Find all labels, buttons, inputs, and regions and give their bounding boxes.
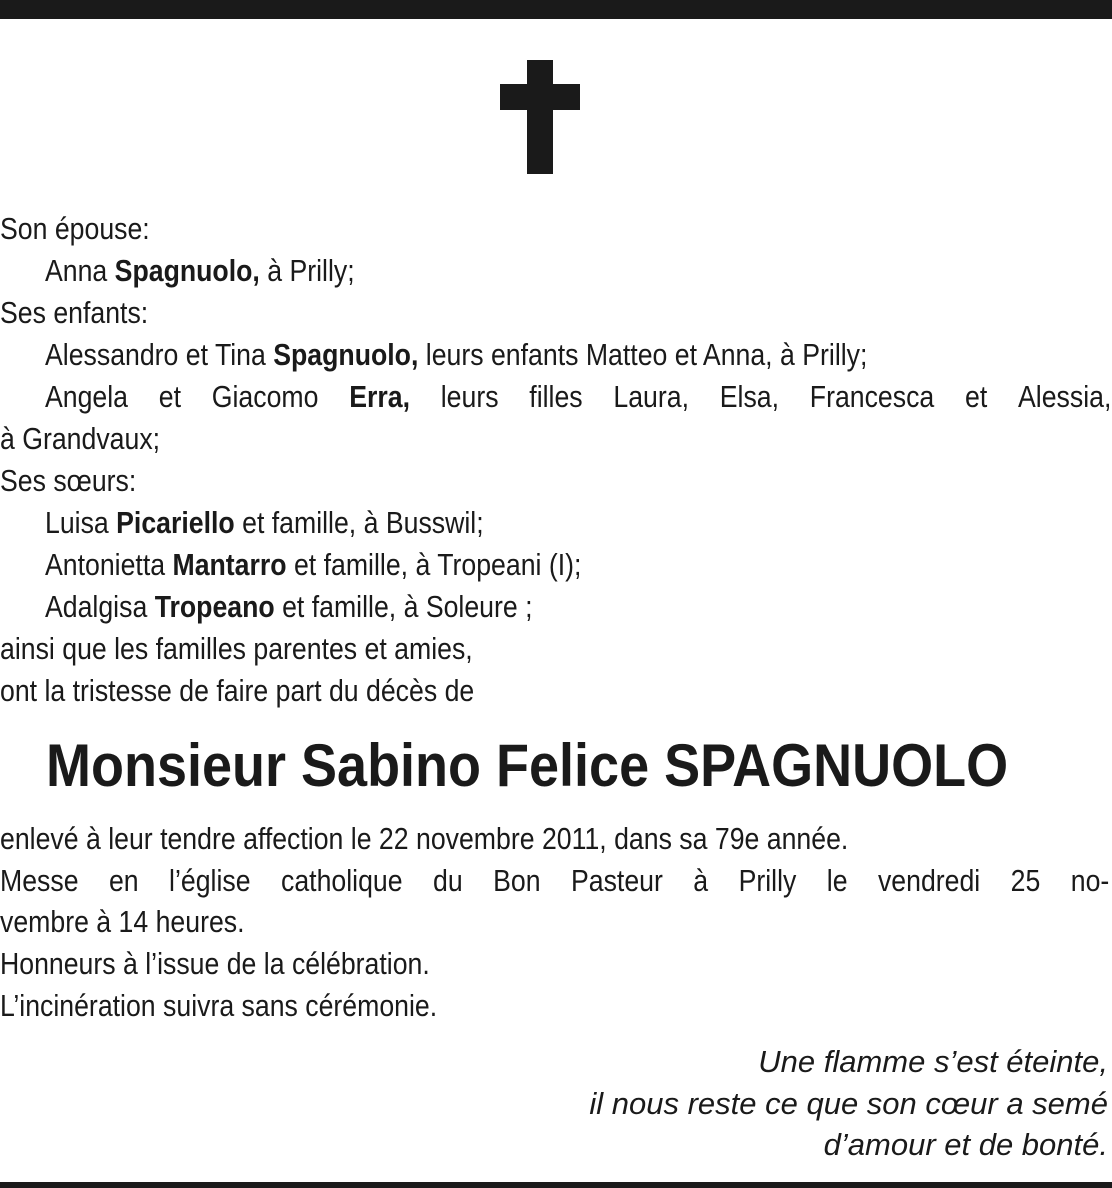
sisters-heading: Ses sœurs: xyxy=(0,463,137,498)
child2-line-cont: à Grandvaux; xyxy=(0,421,161,456)
spouse-heading: Son épouse: xyxy=(0,211,150,246)
sister3-line: Adalgisa Tropeano et famille, à Soleure ; xyxy=(45,589,533,624)
children-heading: Ses enfants: xyxy=(0,295,149,330)
sister1-line: Luisa Picariello et famille, à Busswil; xyxy=(45,505,484,540)
top-rule xyxy=(0,0,1112,19)
details-line-2: Messe en l’église catholique du Bon Pasteur à Prilly le vendredi 25 no- xyxy=(0,863,1110,898)
closing-line-1: ainsi que les familles parentes et amies, xyxy=(0,631,473,666)
child1-line: Alessandro et Tina Spagnuolo, leurs enfants Matteo et Anna, à Prilly; xyxy=(45,337,868,372)
cross-icon xyxy=(500,60,580,174)
child2-line: Angela et Giacomo Erra, leurs filles Laura, Elsa, Francesca et Alessia, xyxy=(45,379,1112,414)
spouse-line: Anna Spagnuolo, à Prilly; xyxy=(45,253,355,288)
sister2-line: Antonietta Mantarro et famille, à Tropeani (I); xyxy=(45,547,582,582)
bottom-rule xyxy=(0,1182,1112,1188)
verse-line-3: d’amour et de bonté. xyxy=(823,1127,1108,1162)
details-line-1: enlevé à leur tendre affection le 22 novembre 2011, dans sa 79e année. xyxy=(0,821,849,856)
details-line-4: Honneurs à l’issue de la célébration. xyxy=(0,946,430,981)
verse-line-1: Une flamme s’est éteinte, xyxy=(758,1044,1108,1079)
details-line-3: vembre à 14 heures. xyxy=(0,904,245,939)
details-line-5: L’incinération suivra sans cérémonie. xyxy=(0,988,438,1023)
deceased-name: Monsieur Sabino Felice SPAGNUOLO xyxy=(46,732,1009,799)
verse-line-2: il nous reste ce que son cœur a semé xyxy=(589,1086,1108,1121)
closing-line-2: ont la tristesse de faire part du décès de xyxy=(0,673,475,708)
